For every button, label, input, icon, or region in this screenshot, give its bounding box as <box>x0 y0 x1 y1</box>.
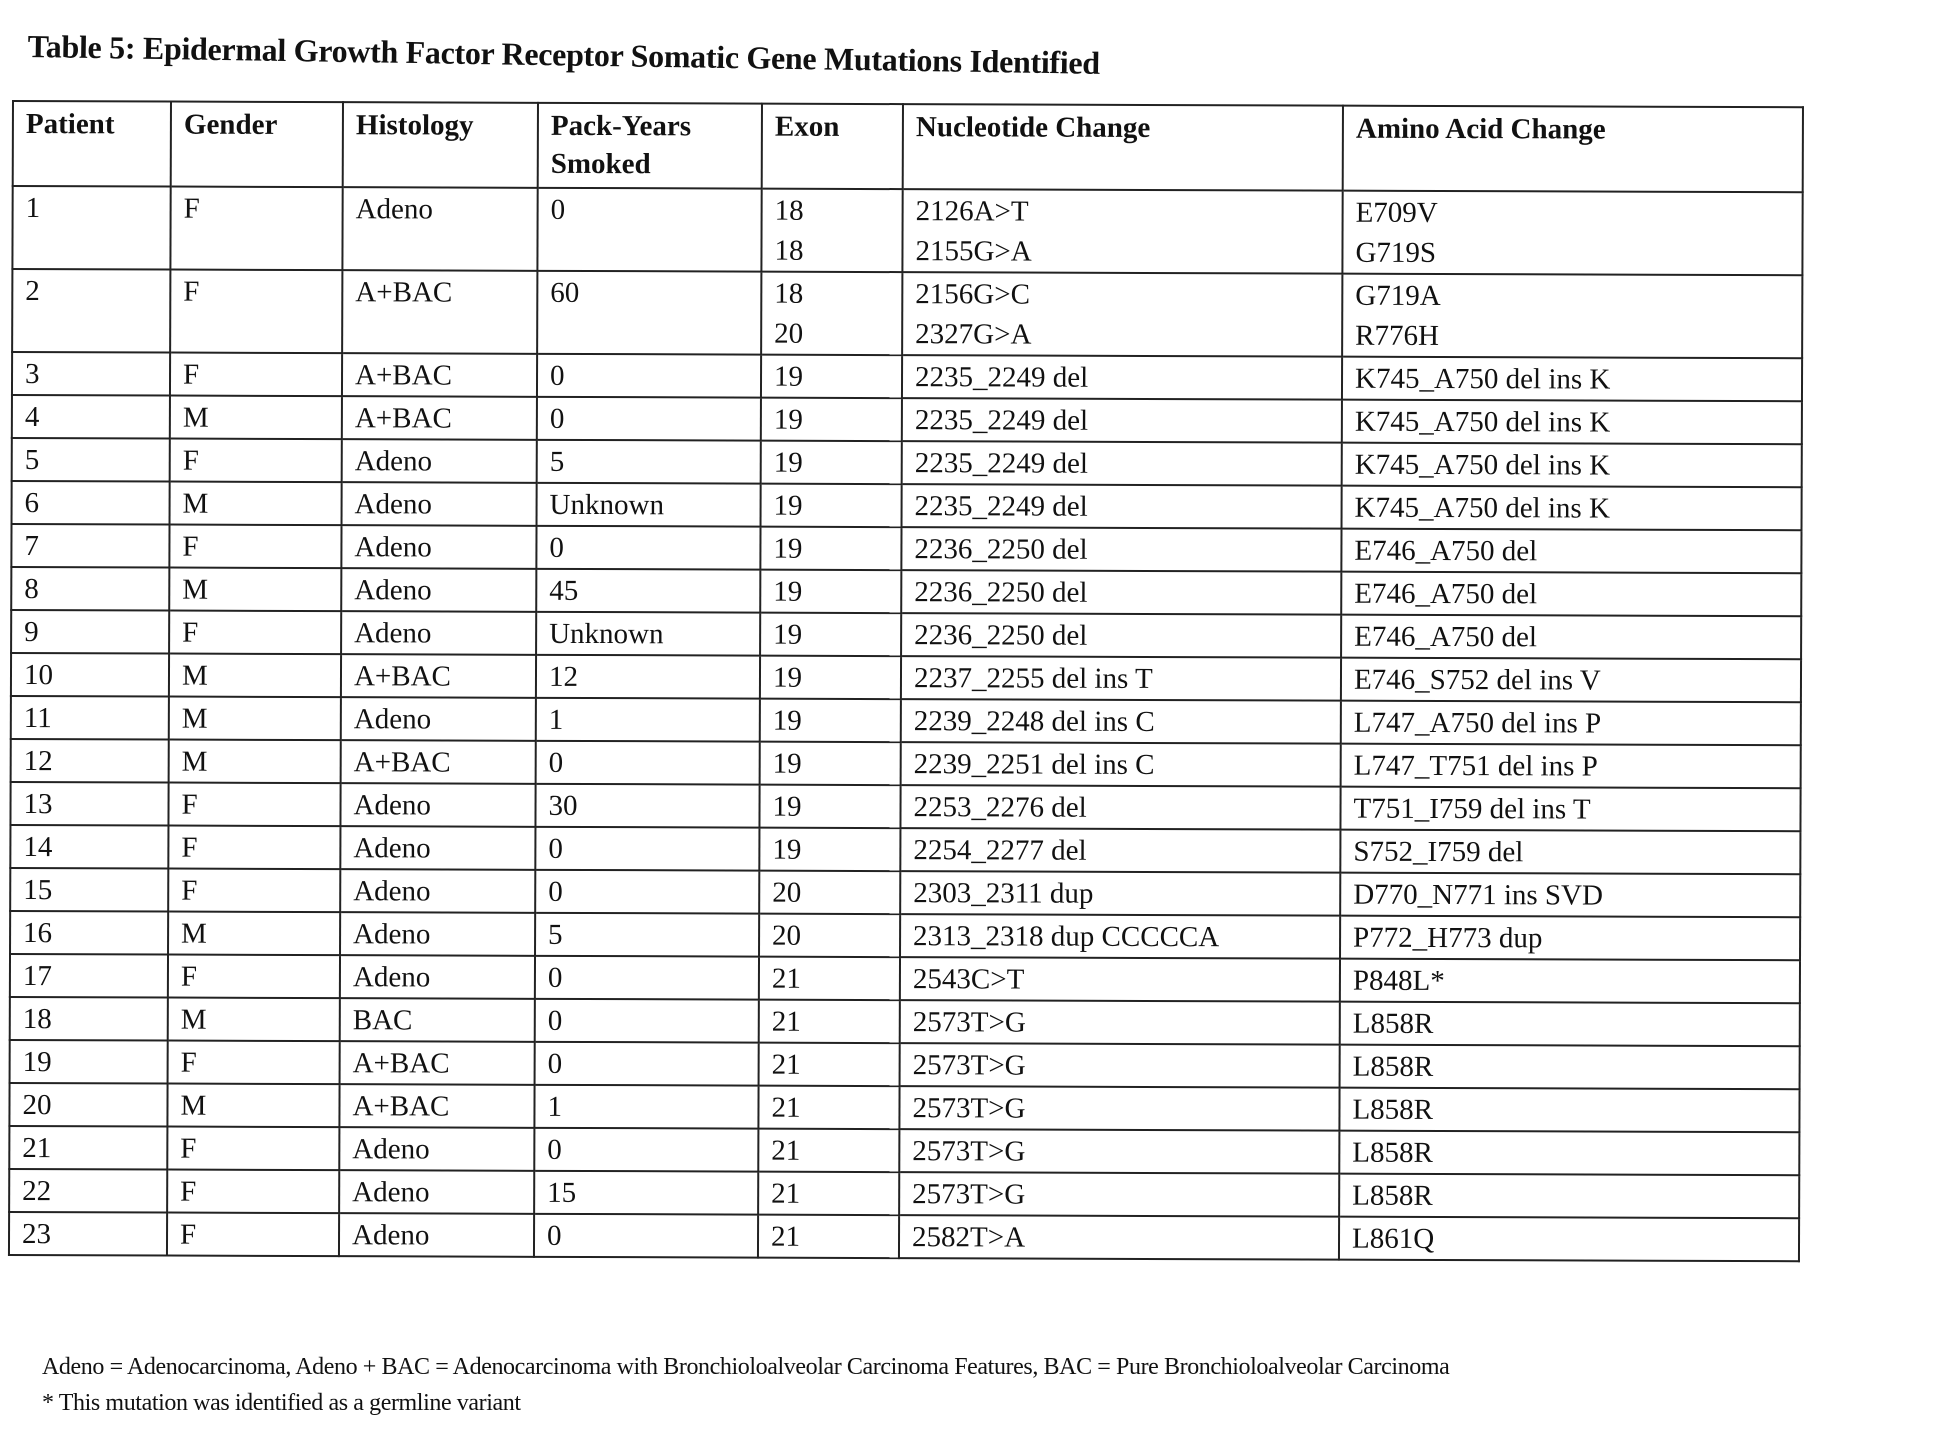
exon-value: 19 <box>773 615 890 655</box>
table-row <box>10 1040 1800 1089</box>
gender-cell: F <box>168 869 340 913</box>
histology-cell: Adeno <box>341 611 536 655</box>
exon-value: 20 <box>772 873 889 913</box>
table-row <box>11 739 1801 788</box>
amino-acid-change-cell <box>1340 916 1800 961</box>
patient-cell: 9 <box>11 610 169 654</box>
header-exon: Exon <box>762 104 903 189</box>
table-header-row <box>13 101 1803 192</box>
histology-cell: Adeno <box>342 439 537 483</box>
gender-cell: F <box>168 783 340 827</box>
table-title: Table 5: Epidermal Growth Factor Receptor Somatic Gene Mutations Identified <box>27 28 1100 82</box>
amino-acid-change-value: K745_A750 del ins K <box>1355 445 1791 487</box>
table-row <box>12 438 1802 487</box>
nucleotide-change-value: 2303_2311 dup <box>913 873 1329 914</box>
nucleotide-change-value: 2126A>T <box>916 191 1332 232</box>
amino-acid-change-cell <box>1342 274 1802 359</box>
gender-cell: F <box>170 270 342 354</box>
histology-cell: Adeno <box>339 1213 534 1257</box>
amino-acid-change-value: G719S <box>1355 233 1791 275</box>
exon-cell <box>760 570 901 613</box>
exon-cell <box>760 613 901 656</box>
table-row <box>10 997 1800 1046</box>
nucleotide-change-value: 2573T>G <box>913 1002 1329 1043</box>
table-row <box>9 1126 1799 1175</box>
table-row <box>9 1083 1799 1132</box>
exon-cell <box>759 914 900 957</box>
nucleotide-change-cell <box>901 613 1341 658</box>
nucleotide-change-cell <box>902 441 1342 486</box>
gender-cell: M <box>169 697 341 741</box>
gender-cell: F <box>167 1127 339 1171</box>
pack-years-cell: 0 <box>535 1042 759 1086</box>
exon-cell <box>759 957 900 1000</box>
table-row <box>12 269 1802 358</box>
exon-cell <box>758 1086 899 1129</box>
gender-cell: F <box>170 439 342 483</box>
exon-value: 19 <box>773 658 890 698</box>
patient-cell: 13 <box>10 782 168 826</box>
exon-cell <box>761 189 902 272</box>
amino-acid-change-cell <box>1342 400 1802 445</box>
exon-value: 19 <box>773 701 890 741</box>
nucleotide-change-cell <box>900 785 1340 830</box>
histology-cell: Adeno <box>341 697 536 741</box>
amino-acid-change-cell <box>1342 486 1802 531</box>
nucleotide-change-value: 2235_2249 del <box>915 400 1331 441</box>
exon-value: 21 <box>771 1088 888 1128</box>
gender-cell: F <box>167 1213 339 1257</box>
nucleotide-change-cell <box>899 1086 1339 1131</box>
amino-acid-change-cell <box>1340 873 1800 918</box>
amino-acid-change-cell <box>1339 1174 1799 1219</box>
nucleotide-change-cell <box>900 828 1340 873</box>
gender-cell: M <box>169 740 341 784</box>
exon-cell <box>760 527 901 570</box>
nucleotide-change-cell <box>902 272 1342 357</box>
nucleotide-change-cell <box>900 914 1340 959</box>
exon-cell <box>759 785 900 828</box>
patient-cell: 23 <box>9 1212 167 1256</box>
amino-acid-change-value: K745_A750 del ins K <box>1355 488 1791 530</box>
nucleotide-change-value: 2573T>G <box>912 1174 1328 1215</box>
table-row <box>12 481 1802 530</box>
patient-cell: 19 <box>10 1040 168 1084</box>
pack-years-cell: 0 <box>536 741 760 785</box>
pack-years-cell: 45 <box>536 569 760 613</box>
amino-acid-change-value: E746_A750 del <box>1354 531 1790 573</box>
amino-acid-change-value: D770_N771 ins SVD <box>1353 875 1789 917</box>
pack-years-cell: 0 <box>534 1128 758 1172</box>
amino-acid-change-value: P772_H773 dup <box>1353 918 1789 960</box>
amino-acid-change-value: K745_A750 del ins K <box>1355 402 1791 444</box>
amino-acid-change-cell <box>1342 357 1802 402</box>
histology-cell: Adeno <box>341 568 536 612</box>
amino-acid-change-cell <box>1340 1002 1800 1047</box>
gender-cell: F <box>168 1041 340 1085</box>
amino-acid-change-value: L858R <box>1352 1176 1788 1218</box>
footnote-germline: * This mutation was identified as a germline variant <box>42 1388 521 1418</box>
exon-value: 20 <box>774 314 891 354</box>
histology-cell: Adeno <box>340 869 535 913</box>
exon-value: 18 <box>775 191 892 231</box>
pack-years-cell: 0 <box>535 999 759 1043</box>
exon-value: 21 <box>772 959 889 999</box>
gender-cell: F <box>169 611 341 655</box>
histology-cell: Adeno <box>340 783 535 827</box>
exon-cell <box>758 1172 899 1215</box>
pack-years-cell: 5 <box>535 913 759 957</box>
patient-cell: 22 <box>9 1169 167 1213</box>
histology-cell: Adeno <box>341 525 536 569</box>
exon-value: 21 <box>772 1002 889 1042</box>
nucleotide-change-value: 2239_2248 del ins C <box>914 701 1330 742</box>
gender-cell: F <box>170 353 342 397</box>
exon-cell <box>759 871 900 914</box>
patient-cell: 20 <box>9 1083 167 1127</box>
nucleotide-change-value: 2253_2276 del <box>913 787 1329 828</box>
table-row <box>11 653 1801 702</box>
pack-years-cell: 0 <box>535 956 759 1000</box>
table-row <box>10 782 1800 831</box>
amino-acid-change-value: R776H <box>1355 316 1791 358</box>
table-row <box>11 524 1801 573</box>
histology-cell: Adeno <box>342 482 537 526</box>
amino-acid-change-cell <box>1340 1045 1800 1090</box>
mutations-table <box>8 100 1804 1262</box>
table-row <box>9 1212 1799 1261</box>
amino-acid-change-value: E746_S752 del ins V <box>1354 660 1790 702</box>
amino-acid-change-cell <box>1341 572 1801 617</box>
nucleotide-change-value: 2573T>G <box>913 1045 1329 1086</box>
nucleotide-change-cell <box>902 398 1342 443</box>
histology-cell: BAC <box>340 998 535 1042</box>
nucleotide-change-value: 2236_2250 del <box>914 615 1330 656</box>
amino-acid-change-value: T751_I759 del ins T <box>1353 789 1789 831</box>
nucleotide-change-value: 2236_2250 del <box>914 572 1330 613</box>
nucleotide-change-cell <box>899 1215 1339 1260</box>
histology-cell: Adeno <box>339 1127 534 1171</box>
nucleotide-change-cell <box>902 355 1342 400</box>
histology-cell: A+BAC <box>342 396 537 440</box>
amino-acid-change-cell <box>1341 615 1801 660</box>
amino-acid-change-value: P848L* <box>1353 961 1789 1003</box>
patient-cell: 7 <box>11 524 169 568</box>
pack-years-cell: 0 <box>535 827 759 871</box>
exon-value: 18 <box>774 274 891 314</box>
exon-value: 19 <box>774 443 891 483</box>
table-row <box>10 911 1800 960</box>
exon-cell <box>758 1215 899 1258</box>
table-row <box>12 352 1802 401</box>
table-row <box>10 954 1800 1003</box>
patient-cell: 21 <box>9 1126 167 1170</box>
gender-cell: F <box>168 826 340 870</box>
exon-value: 19 <box>772 830 889 870</box>
amino-acid-change-cell <box>1341 658 1801 703</box>
exon-cell <box>761 484 902 527</box>
patient-cell: 1 <box>12 186 170 270</box>
patient-cell: 18 <box>10 997 168 1041</box>
exon-cell <box>761 441 902 484</box>
nucleotide-change-cell <box>901 699 1341 744</box>
nucleotide-change-value: 2156G>C <box>915 274 1331 315</box>
nucleotide-change-cell <box>899 1129 1339 1174</box>
exon-value: 21 <box>771 1217 888 1257</box>
exon-value: 19 <box>772 787 889 827</box>
gender-cell: M <box>170 482 342 526</box>
histology-cell: Adeno <box>340 955 535 999</box>
amino-acid-change-value: L858R <box>1353 1047 1789 1089</box>
amino-acid-change-value: E746_A750 del <box>1354 617 1790 659</box>
nucleotide-change-cell <box>901 570 1341 615</box>
exon-cell <box>759 828 900 871</box>
patient-cell: 12 <box>11 739 169 783</box>
amino-acid-change-cell <box>1342 191 1802 276</box>
patient-cell: 3 <box>12 352 170 396</box>
amino-acid-change-cell <box>1340 830 1800 875</box>
nucleotide-change-value: 2313_2318 dup CCCCCA <box>913 916 1329 957</box>
nucleotide-change-cell <box>901 527 1341 572</box>
pack-years-cell: 0 <box>537 354 761 398</box>
patient-cell: 4 <box>12 395 170 439</box>
pack-years-cell: 0 <box>535 870 759 914</box>
gender-cell: F <box>167 1170 339 1214</box>
nucleotide-change-cell <box>901 742 1341 787</box>
nucleotide-change-value: 2327G>A <box>915 314 1331 355</box>
nucleotide-change-value: 2235_2249 del <box>915 443 1331 484</box>
amino-acid-change-cell <box>1340 959 1800 1004</box>
pack-years-cell: 15 <box>534 1171 758 1215</box>
pack-years-cell: 60 <box>537 271 761 355</box>
table-row <box>10 868 1800 917</box>
exon-cell <box>761 355 902 398</box>
nucleotide-change-value: 2582T>A <box>912 1217 1328 1258</box>
gender-cell: F <box>168 955 340 999</box>
nucleotide-change-value: 2573T>G <box>912 1131 1328 1172</box>
pack-years-cell: 0 <box>537 397 761 441</box>
exon-value: 20 <box>772 916 889 956</box>
header-amino-acid-change: Amino Acid Change <box>1343 106 1803 193</box>
nucleotide-change-cell <box>900 871 1340 916</box>
histology-cell: Adeno <box>339 1170 534 1214</box>
exon-value: 19 <box>773 572 890 612</box>
nucleotide-change-value: 2235_2249 del <box>915 357 1331 398</box>
patient-cell: 10 <box>11 653 169 697</box>
nucleotide-change-value: 2543C>T <box>913 959 1329 1000</box>
footnote-abbreviations: Adeno = Adenocarcinoma, Adeno + BAC = Adenocarcinoma with Bronchioloalveolar Carcinoma Features, BAC = Pure Bronchioloalveolar Carcinoma <box>42 1352 1449 1382</box>
header-pack-years: Pack-Years Smoked <box>538 103 762 189</box>
exon-value: 19 <box>773 529 890 569</box>
nucleotide-change-cell <box>902 189 1342 274</box>
patient-cell: 6 <box>12 481 170 525</box>
exon-cell <box>761 398 902 441</box>
table-row <box>11 567 1801 616</box>
pack-years-cell: Unknown <box>536 612 760 656</box>
nucleotide-change-value: 2236_2250 del <box>914 529 1330 570</box>
patient-cell: 17 <box>10 954 168 998</box>
patient-cell: 8 <box>11 567 169 611</box>
exon-value: 21 <box>772 1045 889 1085</box>
patient-cell: 16 <box>10 911 168 955</box>
exon-value: 19 <box>774 486 891 526</box>
table-row <box>11 696 1801 745</box>
gender-cell: F <box>170 187 342 271</box>
amino-acid-change-cell <box>1342 443 1802 488</box>
gender-cell: M <box>170 396 342 440</box>
patient-cell: 11 <box>11 696 169 740</box>
nucleotide-change-value: 2239_2251 del ins C <box>914 744 1330 785</box>
table-row <box>12 395 1802 444</box>
amino-acid-change-value: L747_T751 del ins P <box>1354 746 1790 788</box>
histology-cell: Adeno <box>340 912 535 956</box>
histology-cell: A+BAC <box>341 740 536 784</box>
pack-years-cell: 30 <box>535 784 759 828</box>
histology-cell: A+BAC <box>339 1084 534 1128</box>
nucleotide-change-value: 2235_2249 del <box>915 486 1331 527</box>
exon-value: 18 <box>774 231 891 271</box>
amino-acid-change-cell <box>1339 1088 1799 1133</box>
header-histology: Histology <box>343 102 538 188</box>
pack-years-cell: 0 <box>536 526 760 570</box>
header-patient: Patient <box>13 101 171 187</box>
nucleotide-change-value: 2254_2277 del <box>913 830 1329 871</box>
nucleotide-change-value: 2155G>A <box>915 231 1331 272</box>
amino-acid-change-value: L858R <box>1353 1004 1789 1046</box>
exon-value: 19 <box>773 744 890 784</box>
exon-cell <box>758 1129 899 1172</box>
nucleotide-change-value: 2573T>G <box>912 1088 1328 1129</box>
amino-acid-change-value: K745_A750 del ins K <box>1355 359 1791 401</box>
exon-cell <box>760 656 901 699</box>
table-row <box>11 610 1801 659</box>
histology-cell: A+BAC <box>341 654 536 698</box>
patient-cell: 14 <box>10 825 168 869</box>
amino-acid-change-value: E709V <box>1356 193 1792 235</box>
table-row <box>12 186 1802 275</box>
amino-acid-change-cell <box>1339 1131 1799 1176</box>
header-gender: Gender <box>171 102 343 188</box>
amino-acid-change-value: L861Q <box>1352 1219 1788 1261</box>
header-nucleotide-change: Nucleotide Change <box>903 104 1343 191</box>
pack-years-cell: 0 <box>534 1214 758 1258</box>
amino-acid-change-value: L858R <box>1352 1133 1788 1175</box>
histology-cell: A+BAC <box>342 270 537 354</box>
pack-years-cell: 0 <box>537 188 761 272</box>
nucleotide-change-cell <box>902 484 1342 529</box>
histology-cell: A+BAC <box>342 353 537 397</box>
nucleotide-change-cell <box>899 1172 1339 1217</box>
gender-cell: M <box>169 568 341 612</box>
amino-acid-change-cell <box>1339 1217 1799 1262</box>
exon-cell <box>759 1043 900 1086</box>
amino-acid-change-cell <box>1341 701 1801 746</box>
amino-acid-change-value: G719A <box>1355 276 1791 318</box>
gender-cell: F <box>169 525 341 569</box>
gender-cell: M <box>168 998 340 1042</box>
nucleotide-change-cell <box>901 656 1341 701</box>
pack-years-cell: Unknown <box>537 483 761 527</box>
gender-cell: M <box>167 1084 339 1128</box>
amino-acid-change-cell <box>1340 787 1800 832</box>
pack-years-cell: 1 <box>536 698 760 742</box>
histology-cell: Adeno <box>342 187 537 271</box>
patient-cell: 2 <box>12 269 170 353</box>
histology-cell: Adeno <box>340 826 535 870</box>
amino-acid-change-value: S752_I759 del <box>1353 832 1789 874</box>
pack-years-cell: 5 <box>537 440 761 484</box>
exon-value: 19 <box>774 357 891 397</box>
pack-years-cell: 12 <box>536 655 760 699</box>
exon-cell <box>759 1000 900 1043</box>
exon-value: 21 <box>771 1174 888 1214</box>
exon-cell <box>761 272 902 355</box>
table-row <box>9 1169 1799 1218</box>
nucleotide-change-cell <box>900 1043 1340 1088</box>
exon-cell <box>760 742 901 785</box>
exon-value: 21 <box>771 1131 888 1171</box>
nucleotide-change-cell <box>900 957 1340 1002</box>
amino-acid-change-value: L747_A750 del ins P <box>1354 703 1790 745</box>
nucleotide-change-cell <box>900 1000 1340 1045</box>
amino-acid-change-cell <box>1341 744 1801 789</box>
amino-acid-change-value: E746_A750 del <box>1354 574 1790 616</box>
pack-years-cell: 1 <box>534 1085 758 1129</box>
histology-cell: A+BAC <box>340 1041 535 1085</box>
table-row <box>10 825 1800 874</box>
exon-value: 19 <box>774 400 891 440</box>
gender-cell: M <box>168 912 340 956</box>
amino-acid-change-value: L858R <box>1352 1090 1788 1132</box>
amino-acid-change-cell <box>1341 529 1801 574</box>
nucleotide-change-value: 2237_2255 del ins T <box>914 658 1330 699</box>
gender-cell: M <box>169 654 341 698</box>
patient-cell: 15 <box>10 868 168 912</box>
patient-cell: 5 <box>12 438 170 482</box>
exon-cell <box>760 699 901 742</box>
